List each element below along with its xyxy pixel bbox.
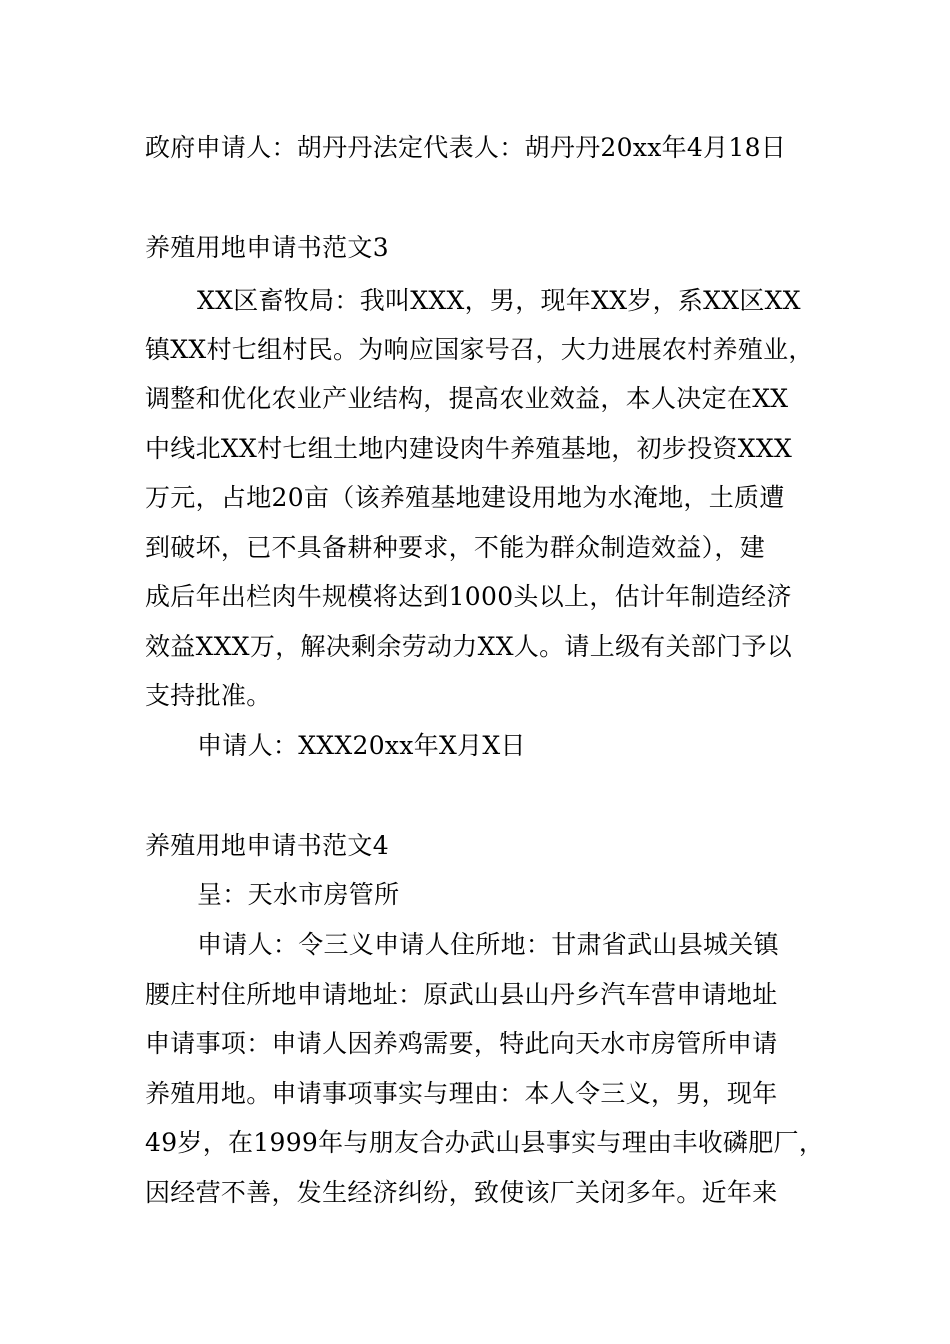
section-heading-3: 养殖用地申请书范文3 [145, 233, 389, 262]
paragraph-line: 成后年出栏肉牛规模将达到1000头以上，估计年制造经济 [145, 582, 792, 611]
signature-line: 政府申请人：胡丹丹法定代表人：胡丹丹20xx年4月18日 [145, 133, 787, 162]
paragraph-line: 万元，占地20亩（该养殖基地建设用地为水淹地，土质遭 [145, 483, 785, 512]
paragraph-line: 因经营不善，发生经济纠纷，致使该厂关闭多年。近年来 [145, 1178, 778, 1207]
paragraph-line: 49岁，在1999年与朋友合办武山县事实与理由丰收磷肥厂， [145, 1128, 825, 1157]
paragraph-line: 调整和优化农业产业结构，提高农业效益，本人决定在XX [145, 384, 789, 413]
paragraph-line: 效益XXX万，解决剩余劳动力XX人。请上级有关部门予以 [145, 632, 793, 661]
paragraph-line: XX区畜牧局：我叫XXX，男，现年XX岁，系XX区XX [197, 286, 801, 315]
paragraph-line: 镇XX村七组村民。为响应国家号召，大力进展农村养殖业， [145, 335, 814, 364]
paragraph-line: 支持批准。 [145, 681, 272, 710]
paragraph-line: 养殖用地。申请事项事实与理由：本人令三义，男，现年 [145, 1079, 778, 1108]
paragraph-line: 中线北XX村七组土地内建设肉牛养殖基地，初步投资XXX [145, 434, 793, 463]
addressee-line: 呈：天水市房管所 [197, 880, 400, 909]
paragraph-line: 腰庄村住所地申请地址：原武山县山丹乡汽车营申请地址 [145, 980, 778, 1009]
paragraph-line: 申请人：令三义申请人住所地：甘肃省武山县城关镇 [197, 930, 779, 959]
section-heading-4: 养殖用地申请书范文4 [145, 831, 389, 860]
applicant-line: 申请人：XXX20xx年X月X日 [197, 731, 526, 760]
paragraph-line: 到破坏，已不具备耕种要求，不能为群众制造效益），建 [145, 533, 766, 562]
paragraph-line: 申请事项：申请人因养鸡需要，特此向天水市房管所申请 [145, 1029, 778, 1058]
